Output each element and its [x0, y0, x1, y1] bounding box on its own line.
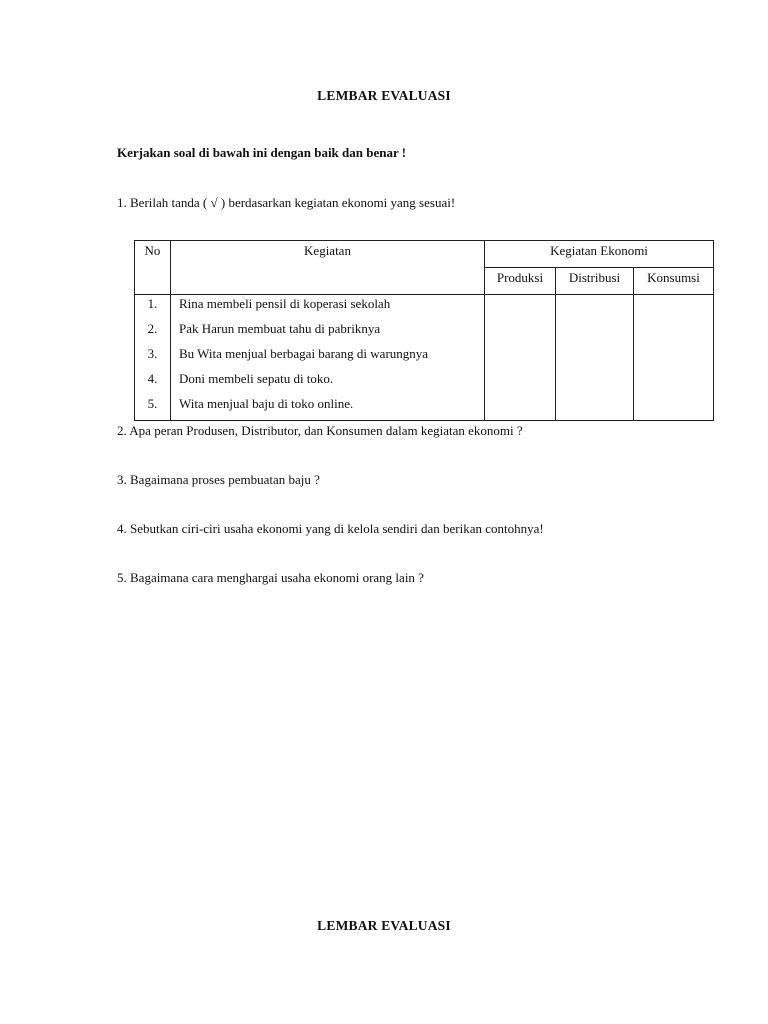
row-number: 1.: [147, 296, 158, 311]
activity-item: Rina membeli pensil di koperasi sekolah: [179, 296, 391, 311]
konsumsi-answer-cell[interactable]: [634, 295, 714, 421]
header-kegiatan-ekonomi: Kegiatan Ekonomi: [485, 241, 714, 268]
header-kegiatan: Kegiatan: [171, 241, 485, 295]
activity-item: Bu Wita menjual berbagai barang di warungnya: [179, 346, 429, 361]
activity-cell: [171, 295, 485, 421]
question-1: 1. Berilah tanda ( √ ) berdasarkan kegiatan ekonomi yang sesuai!: [117, 195, 456, 210]
row-number: 3.: [147, 346, 158, 361]
activity-item: Wita menjual baju di toko online.: [179, 396, 354, 411]
question-5: 5. Bagaimana cara menghargai usaha ekonomi orang lain ?: [117, 570, 424, 585]
instruction-text: Kerjakan soal di bawah ini dengan baik dan benar !: [117, 145, 407, 160]
row-number: 2.: [147, 321, 158, 336]
distribusi-answer-cell[interactable]: [556, 295, 634, 421]
header-konsumsi: Konsumsi: [634, 268, 714, 295]
produksi-answer-cell[interactable]: [485, 295, 556, 421]
question-4: 4. Sebutkan ciri-ciri usaha ekonomi yang di kelola sendiri dan berikan contohnya!: [117, 521, 544, 536]
header-distribusi: Distribusi: [556, 268, 634, 295]
header-produksi: Produksi: [485, 268, 556, 295]
activity-item: Pak Harun membuat tahu di pabriknya: [179, 321, 381, 336]
question-3: 3. Bagaimana proses pembuatan baju ?: [117, 472, 320, 487]
row-number: 5.: [147, 396, 158, 411]
header-no: No: [135, 241, 171, 295]
page-title: LEMBAR EVALUASI: [317, 88, 451, 103]
evaluation-table: [134, 240, 714, 421]
activity-item: Doni membeli sepatu di toko.: [179, 371, 334, 386]
number-cell: [135, 295, 171, 421]
question-2: 2. Apa peran Produsen, Distributor, dan Konsumen dalam kegiatan ekonomi ?: [117, 423, 523, 438]
row-number: 4.: [147, 371, 158, 386]
footer-title: LEMBAR EVALUASI: [317, 918, 451, 933]
